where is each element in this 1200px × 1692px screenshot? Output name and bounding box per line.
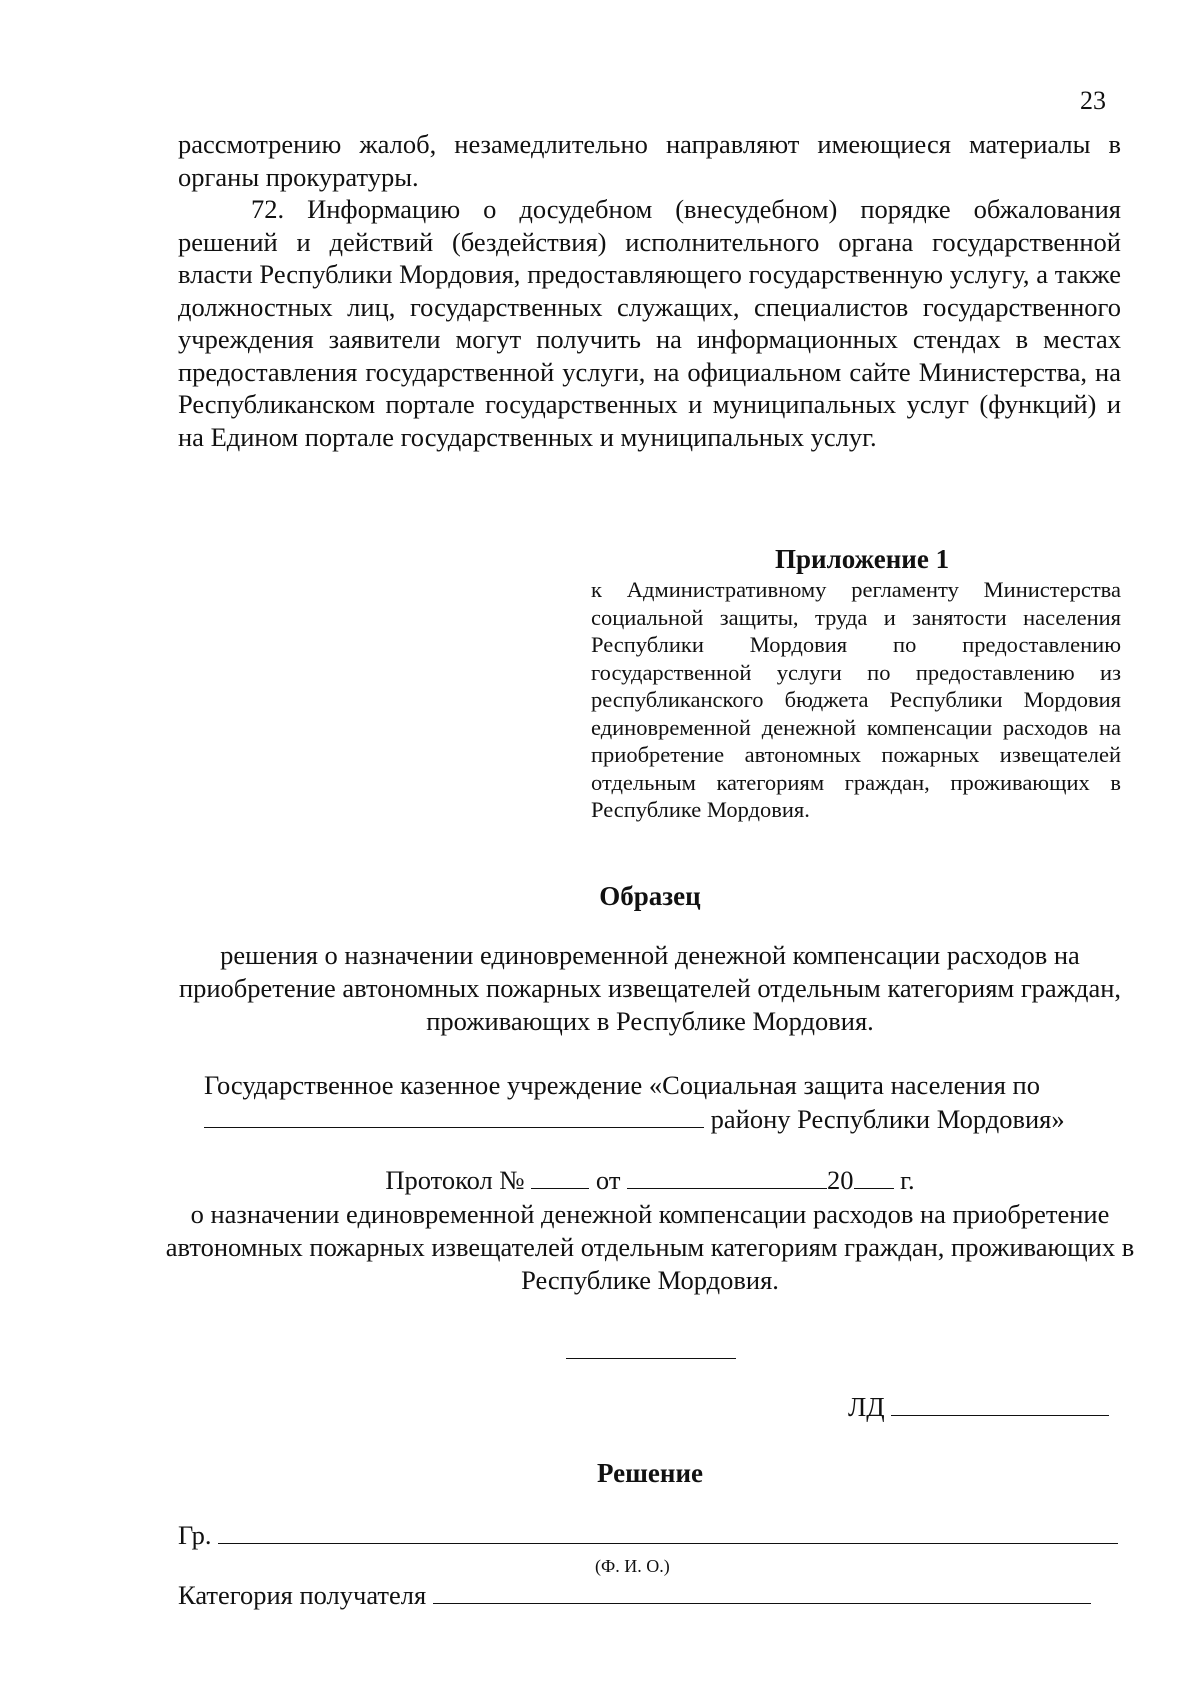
protocol-line (150, 1164, 1150, 1197)
protocol-from-label: от (595, 1165, 621, 1195)
decision-title: Решение (597, 1458, 703, 1488)
district-blank[interactable] (204, 1105, 704, 1128)
institution-line-2 (204, 1102, 1104, 1136)
protocol-number-blank[interactable] (531, 1166, 589, 1189)
appendix-text: к Административному регламенту Министерства социальной защиты, труда и занятости населения Республики Мордовия по предоставлению государственной услуги по предоставлению из республиканского бюджета Республики Мордовия единовременной денежной компенсации расходов на приобретение автономных пожарных извещателей отдельным категориям граждан, проживающих в Республике Мордовия. (591, 577, 1121, 822)
sample-title: Образец (599, 881, 701, 911)
category-label: Категория получателя (178, 1580, 427, 1610)
sample-description: решения о назначении единовременной денежной компенсации расходов на приобретение автономных пожарных извещателей отдельным категориям граждан, проживающих в Республике Мордовия. (178, 940, 1122, 1036)
protocol-description: о назначении единовременной денежной компенсации расходов на приобретение автономных пожарных извещателей отдельным категориям граждан, проживающих в Республике Мордовия. (165, 1199, 1135, 1295)
category-line (178, 1580, 1091, 1611)
fio-caption: (Ф. И. О.) (595, 1556, 670, 1576)
appendix-title: Приложение 1 (775, 544, 950, 574)
protocol-year-prefix: 20 (827, 1165, 854, 1195)
protocol-label: Протокол № (385, 1165, 525, 1195)
institution-line-1: Государственное казенное учреждение «Социальная защита населения по (204, 1070, 1040, 1100)
body-paragraph-2: 72. Информацию о досудебном (внесудебном) порядке обжалования решений и действий (бездействия) исполнительного органа государственной власти Республики Мордовия, предоставляющего государственную услугу, а также должностных лиц, государственных служащих, специалистов государственного учреждения заявители могут получить на информационных стендах в местах предоставления государственной услуги, на официальном сайте Министерства, на Республиканском портале государственных и муниципальных услуг (функций) и на Едином портале государственных и муниципальных услуг. (178, 194, 1121, 452)
institution-line-2-suffix: району Республики Мордовия» (710, 1104, 1065, 1134)
fio-blank[interactable] (218, 1521, 1118, 1544)
category-blank[interactable] (433, 1581, 1091, 1604)
gr-line (178, 1520, 1118, 1551)
protocol-year-suffix: г. (900, 1165, 915, 1195)
gr-label: Гр. (178, 1520, 212, 1550)
body-paragraph-1: рассмотрению жалоб, незамедлительно направляют имеющиеся материалы в органы прокуратуры. (178, 129, 1121, 192)
protocol-year-blank[interactable] (854, 1166, 894, 1189)
page-number: 23 (1080, 86, 1106, 115)
ld-blank[interactable] (891, 1393, 1109, 1416)
separator-line (566, 1358, 736, 1359)
protocol-date-blank[interactable] (627, 1166, 827, 1189)
ld-label: ЛД (848, 1392, 885, 1422)
ld-line (848, 1392, 1109, 1423)
